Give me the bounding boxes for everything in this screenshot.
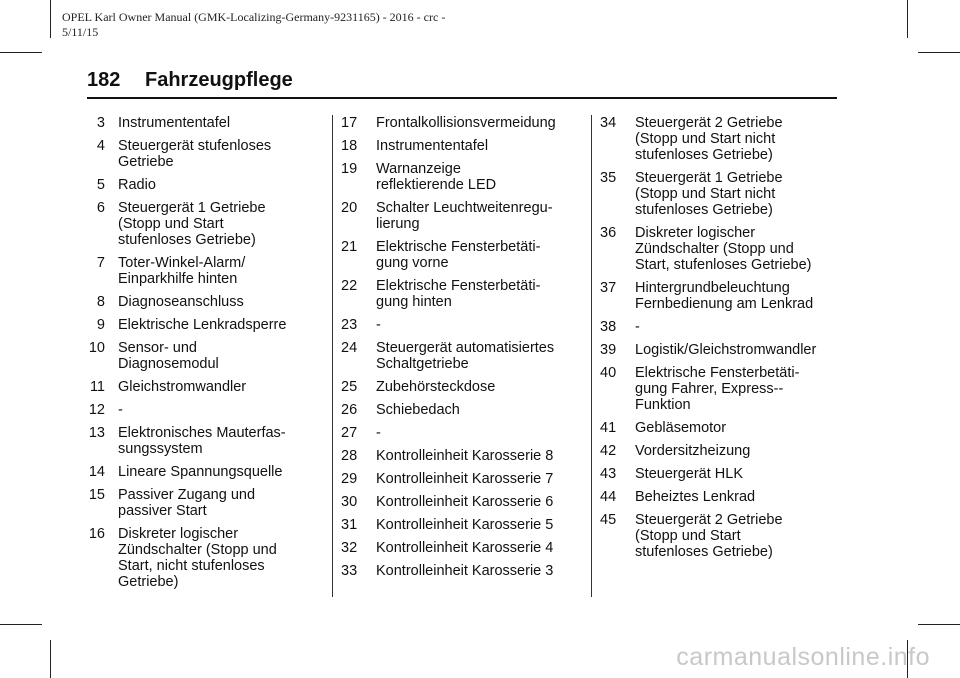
fuse-number: 5 [96,177,105,193]
fuse-description: Steuergerät stufenloses Getriebe [118,138,272,170]
crop-mark [50,640,51,678]
fuse-number: 33 [341,563,358,579]
fuse-number: 37 [600,280,617,296]
fuse-list-item [341,563,591,579]
fuse-number: 19 [341,161,358,177]
fuse-description: Kontrolleinheit Karosserie 8 [376,448,554,464]
fuse-list-item [600,170,850,218]
crop-mark [0,52,42,53]
fuse-number: 21 [341,239,358,255]
fuse-description: Hintergrundbeleuchtung Fernbedienung am Lenkrad [635,280,814,312]
fuse-list-item [341,425,591,441]
fuse-number: 30 [341,494,358,510]
fuse-list-item [341,161,591,193]
fuse-list-item [341,402,591,418]
column-divider [332,115,333,597]
column-divider [591,115,592,597]
fuse-description: Steuergerät automatisiertes Schaltgetriebe [376,340,555,372]
fuse-list-item [341,115,591,131]
fuse-description: Logistik/Gleichstromwandler [635,342,817,358]
fuse-list-item [600,443,850,459]
fuse-description: Kontrolleinheit Karosserie 6 [376,494,554,510]
fuse-description: Instrumententafel [118,115,231,131]
document-header [62,10,445,40]
fuse-list-item [70,177,320,193]
fuse-description: Instrumententafel [376,138,489,154]
fuse-list-item [70,115,320,131]
fuse-number: 3 [96,115,105,131]
fuse-list-item [341,138,591,154]
fuse-description: Elektrische Fensterbetäti- gung Fahrer, Express-- Funktion [635,365,800,413]
fuse-list-item [341,471,591,487]
fuse-number: 20 [341,200,358,216]
document-header-date: 5/11/15 [62,25,99,39]
fuse-number: 8 [96,294,105,310]
fuse-number: 9 [96,317,105,333]
fuse-number: 35 [600,170,617,186]
fuse-list-item [600,512,850,560]
fuse-list-item [600,319,850,335]
fuse-description: Gleichstromwandler [118,379,247,395]
fuse-number: 16 [88,526,105,542]
fuse-number: 10 [88,340,105,356]
fuse-description: Passiver Zugang und passiver Start [118,487,256,519]
fuse-number: 45 [600,512,617,528]
fuse-description: Radio [118,177,156,193]
fuse-description: Elektrische Fensterbetäti- gung hinten [376,278,541,310]
fuse-description: - [376,425,381,441]
document-header-title: OPEL Karl Owner Manual (GMK-Localizing-Germany-9231165) - 2016 - crc - [62,10,446,24]
fuse-number: 17 [341,115,358,131]
page-title: Fahrzeugpflege [145,69,293,91]
fuse-description: Beheiztes Lenkrad [635,489,756,505]
fuse-number: 34 [600,115,617,131]
fuse-list-item [600,489,850,505]
fuse-list-item [600,115,850,163]
fuse-description: Kontrolleinheit Karosserie 5 [376,517,554,533]
fuse-description: Elektrische Lenkradsperre [118,317,287,333]
fuse-number: 22 [341,278,358,294]
fuse-number: 25 [341,379,358,395]
fuse-list-item [600,466,850,482]
fuse-number: 44 [600,489,617,505]
fuse-list-item [70,464,320,480]
fuse-description: Toter-Winkel-Alarm/ Einparkhilfe hinten [118,255,246,287]
fuse-list-item [600,342,850,358]
fuse-description: Diskreter logischer Zündschalter (Stopp und Start, stufenloses Getriebe) [635,225,812,273]
fuse-number: 6 [96,200,105,216]
fuse-number: 18 [341,138,358,154]
fuse-number: 7 [96,255,105,271]
fuse-number: 24 [341,340,358,356]
fuse-list-item [70,379,320,395]
fuse-description: Warnanzeige reflektierende LED [376,161,497,193]
fuse-number: 15 [88,487,105,503]
fuse-number: 42 [600,443,617,459]
crop-mark [0,624,42,625]
fuse-description: Schalter Leuchtweitenregu- lierung [376,200,553,232]
fuse-number: 11 [89,379,105,395]
fuse-number: 23 [341,317,358,333]
fuse-number: 43 [600,466,617,482]
fuse-list-item [70,425,320,457]
fuse-description: Diagnoseanschluss [118,294,244,310]
fuse-description: Gebläsemotor [635,420,727,436]
fuse-list-column-3 [600,115,850,567]
fuse-number: 41 [600,420,617,436]
fuse-number: 14 [88,464,105,480]
fuse-list-item [341,239,591,271]
fuse-description: Frontalkollisionsvermeidung [376,115,556,131]
fuse-list-item [70,294,320,310]
fuse-list-item [341,517,591,533]
fuse-description: Sensor- und Diagnosemodul [118,340,219,372]
fuse-description: Elektronisches Mauterfas- sungssystem [118,425,286,457]
fuse-description: Lineare Spannungsquelle [118,464,283,480]
fuse-number: 13 [88,425,105,441]
fuse-list-item [70,487,320,519]
fuse-list-column-1 [70,115,320,597]
fuse-list-item [70,200,320,248]
fuse-list-item [341,340,591,372]
fuse-list-item [600,225,850,273]
crop-mark [50,0,51,38]
fuse-description: Zubehörsteckdose [376,379,496,395]
fuse-list-item [70,526,320,590]
page-number: 182 [87,69,121,91]
fuse-number: 38 [600,319,617,335]
fuse-list-item [70,138,320,170]
fuse-list-item [600,420,850,436]
fuse-number: 26 [341,402,358,418]
fuse-list-item [341,278,591,310]
fuse-number: 27 [341,425,358,441]
fuse-number: 39 [600,342,617,358]
fuse-list-item [341,494,591,510]
watermark: carmanualsonline.info [676,643,930,671]
fuse-list-item [341,317,591,333]
crop-mark [918,624,960,625]
fuse-description: Kontrolleinheit Karosserie 3 [376,563,554,579]
fuse-description: - [376,317,381,333]
fuse-number: 36 [600,225,617,241]
fuse-description: Steuergerät 2 Getriebe (Stopp und Start stufenloses Getriebe) [635,512,783,560]
fuse-description: Steuergerät HLK [635,466,744,482]
fuse-list-item [341,379,591,395]
fuse-list-item [70,402,320,418]
fuse-list-item [70,317,320,333]
fuse-description: - [635,319,640,335]
fuse-description: Kontrolleinheit Karosserie 4 [376,540,554,556]
fuse-list-item [600,365,850,413]
fuse-description: Kontrolleinheit Karosserie 7 [376,471,554,487]
fuse-description: - [118,402,123,418]
page-heading [87,68,837,92]
fuse-description: Steuergerät 2 Getriebe (Stopp und Start nicht stufenloses Getriebe) [635,115,783,163]
fuse-description: Steuergerät 1 Getriebe (Stopp und Start nicht stufenloses Getriebe) [635,170,783,218]
fuse-description: Schiebedach [376,402,460,418]
fuse-description: Vordersitzheizung [635,443,751,459]
fuse-description: Elektrische Fensterbetäti- gung vorne [376,239,541,271]
fuse-description: Diskreter logischer Zündschalter (Stopp und Start, nicht stufenloses Getriebe) [118,526,277,590]
fuse-list-item [70,255,320,287]
fuse-list-item [70,340,320,372]
fuse-number: 32 [341,540,358,556]
fuse-number: 29 [341,471,358,487]
fuse-list-item [600,280,850,312]
fuse-number: 4 [96,138,105,154]
fuse-list-item [341,540,591,556]
fuse-list-item [341,200,591,232]
fuse-number: 12 [88,402,105,418]
crop-mark [918,52,960,53]
crop-mark [907,0,908,38]
fuse-description: Steuergerät 1 Getriebe (Stopp und Start stufenloses Getriebe) [118,200,266,248]
fuse-list-column-2 [341,115,591,586]
heading-rule [87,97,837,99]
fuse-number: 31 [341,517,358,533]
fuse-number: 40 [600,365,617,381]
fuse-number: 28 [341,448,358,464]
fuse-list-item [341,448,591,464]
